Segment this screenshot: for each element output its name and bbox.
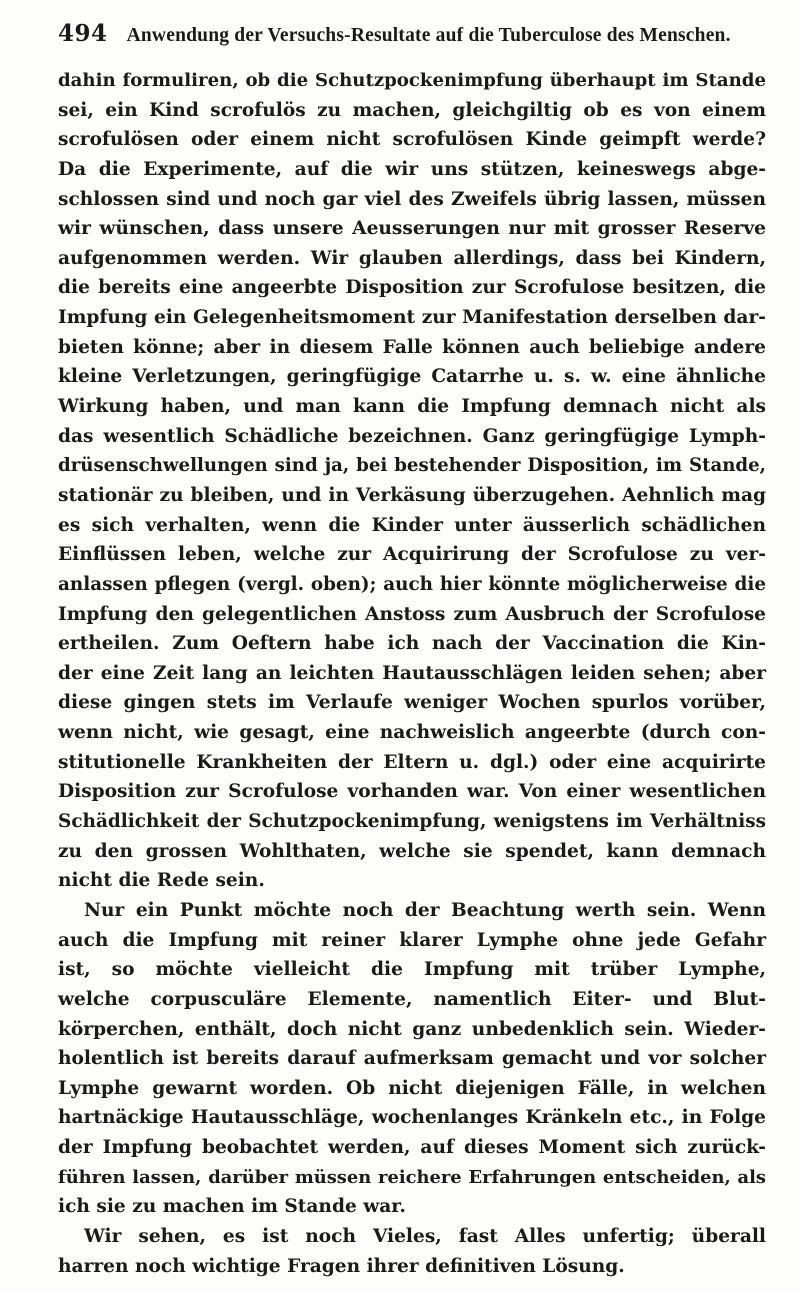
text-line: wir wünschen, dass unsere Aeusserungen nur mit grosser Reserve [58,218,766,240]
text-line: kleine Verletzungen, geringfügige Catarrhe u. s. w. eine ähnliche [58,366,766,388]
text-line: aufgenommen werden. Wir glauben allerdings, dass bei Kindern, [58,247,766,269]
text-line: zu den grossen Wohlthaten, welche sie spendet, kann demnach [58,840,766,862]
text-line: ist, so möchte vielleicht die Impfung mit trüber Lymphe, [58,959,766,981]
text-line: das wesentlich Schädliche bezeichnen. Ganz geringfügige Lymph- [58,425,766,447]
text-line: schlossen sind und noch gar viel des Zweifels übrig lassen, müssen [58,188,766,210]
text-line: scrofulösen oder einem nicht scrofulösen Kinde geimpft werde? [58,129,766,151]
page-header [58,20,758,54]
text-line: ertheilen. Zum Oeftern habe ich nach der Vaccination die Kin- [58,633,766,655]
text-line: Wir sehen, es ist noch Vieles, fast Alles unfertig; überall [84,1225,766,1247]
text-line: Wirkung haben, und man kann die Impfung demnach nicht als [58,396,766,418]
text-line: die bereits eine angeerbte Disposition zur Scrofulose besitzen, die [58,277,766,299]
text-line: Nur ein Punkt möchte noch der Beachtung werth sein. Wenn [84,899,766,921]
text-line: hartnäckige Hautausschläge, wochenlanges Kränkeln etc., in Folge [58,1107,766,1129]
text-line: stationär zu bleiben, und in Verkäsung überzugehen. Aehnlich mag [58,484,766,506]
body-text [58,66,766,1281]
text-line: holentlich ist bereits darauf aufmerksam gemacht und vor solcher [58,1048,766,1070]
text-line: Disposition zur Scrofulose vorhanden war. Von einer wesentlichen [58,781,766,803]
text-line: Da die Experimente, auf die wir uns stützen, keineswegs abge- [58,158,766,180]
text-line: Impfung ein Gelegenheitsmoment zur Manifestation derselben dar- [58,307,766,329]
text-line: nicht die Rede sein. [58,870,265,892]
text-line: der eine Zeit lang an leichten Hautausschlägen leiden sehen; aber [58,662,766,684]
text-line: bieten könne; aber in diesem Falle können auch beliebige andere [58,336,766,358]
text-line: diese gingen stets im Verlaufe weniger Wochen spurlos vorüber, [58,692,766,714]
text-line: drüsenschwellungen sind ja, bei bestehender Disposition, im Stande, [58,455,766,477]
text-line: auch die Impfung mit reiner klarer Lymphe ohne jede Gefahr [58,929,766,951]
text-line: Einflüssen leben, welche zur Acquirirung der Scrofulose zu ver- [58,544,766,566]
text-line: anlassen pflegen (vergl. oben); auch hier könnte möglicherweise die [58,573,766,595]
text-line: ich sie zu machen im Stande war. [58,1196,406,1218]
text-line: Lymphe gewarnt worden. Ob nicht diejenigen Fälle, in welchen [58,1077,766,1099]
text-line: Schädlichkeit der Schutzpockenimpfung, wenigstens im Verhältniss [58,811,766,833]
running-head: Anwendung der Versuchs-Resultate auf die Tuberculose des Menschen. [126,25,731,46]
text-line: sei, ein Kind scrofulös zu machen, gleichgiltig ob es von einem [58,99,766,121]
text-line: der Impfung beobachtet werden, auf dieses Moment sich zurück- [58,1137,766,1159]
text-line: welche corpusculäre Elemente, namentlich Eiter- und Blut- [58,988,766,1010]
text-line: Impfung den gelegentlichen Anstoss zum Ausbruch der Scrofulose [58,603,766,625]
text-line: stitutionelle Krankheiten der Eltern u. dgl.) oder eine acquirirte [58,751,766,773]
text-line: harren noch wichtige Fragen ihrer definitiven Lösung. [58,1255,625,1277]
page-number: 494 [58,20,108,47]
text-line: es sich verhalten, wenn die Kinder unter äusserlich schädlichen [58,514,766,536]
text-line: körperchen, enthält, doch nicht ganz unbedenklich sein. Wieder- [58,1018,766,1040]
text-line: dahin formuliren, ob die Schutzpockenimpfung überhaupt im Stande [58,70,766,91]
text-line: führen lassen, darüber müssen reichere Erfahrungen entscheiden, als [58,1166,766,1188]
text-line: wenn nicht, wie gesagt, eine nachweislich angeerbte (durch con- [58,722,766,744]
